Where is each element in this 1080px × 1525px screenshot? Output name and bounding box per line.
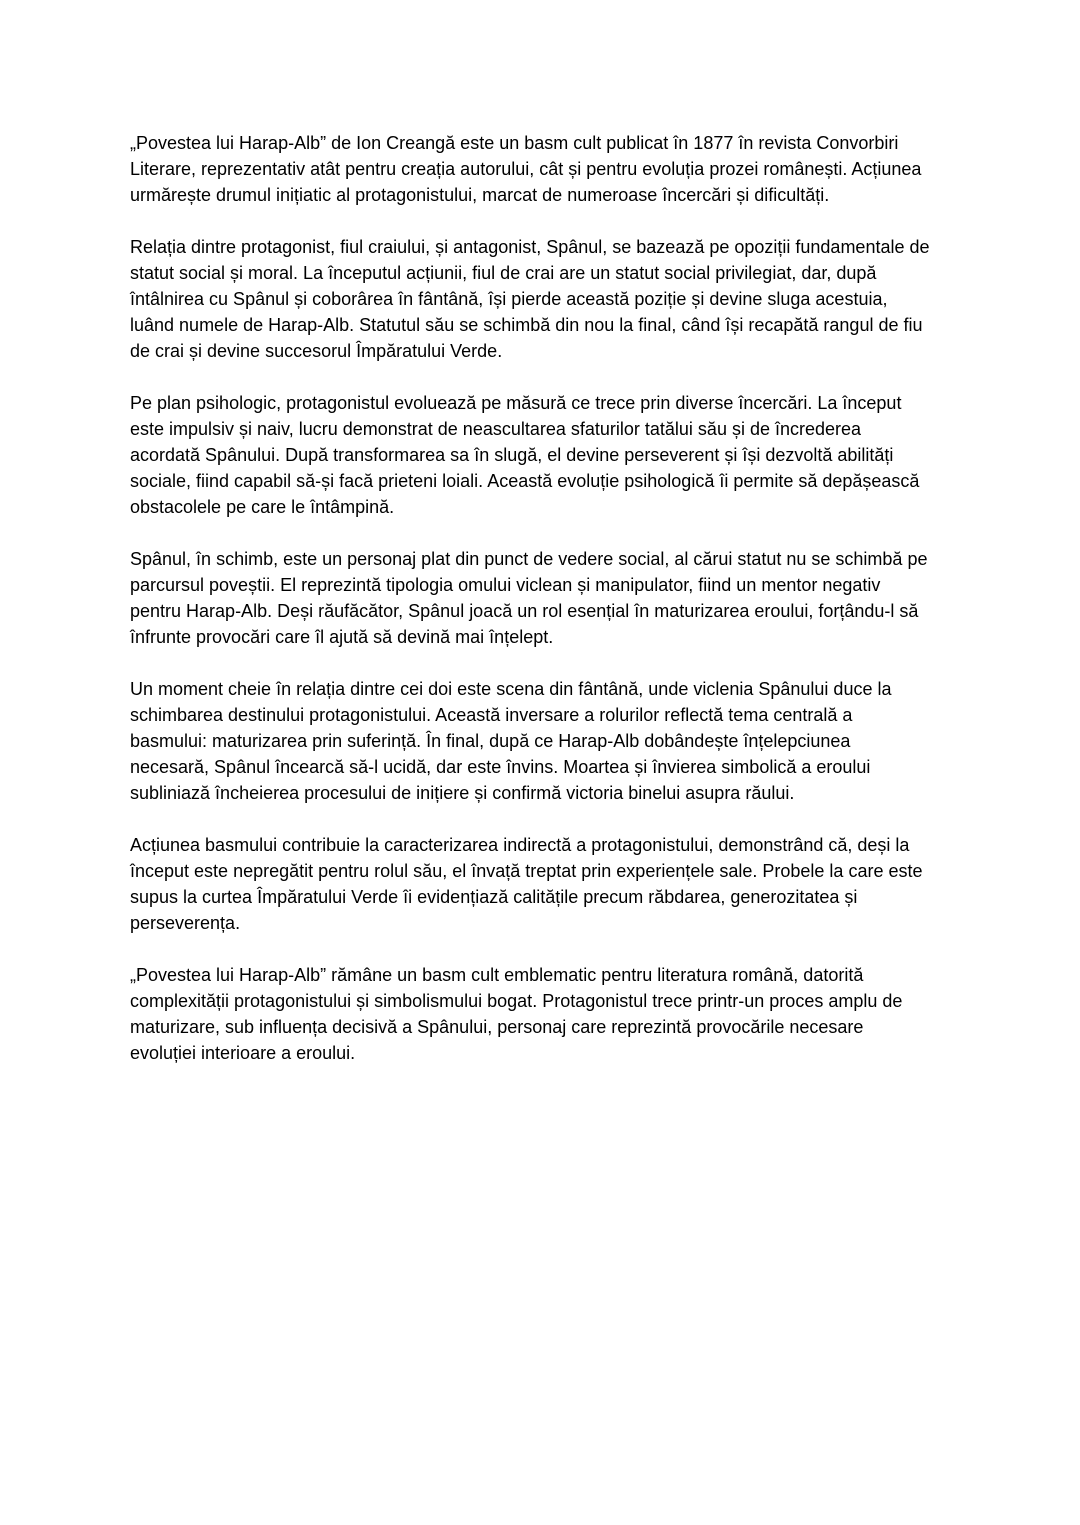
paragraph-intro: „Povestea lui Harap-Alb” de Ion Creangă este un basm cult publicat în 1877 în revista Convorbiri Literare, reprezentativ atât pentru creația autorului, cât și pentru evoluția prozei românești. Acțiunea urmărește drumul inițiatic al protagonistului, marcat de numeroase încercări și dificultăți.	[130, 133, 922, 205]
document-body	[130, 130, 932, 1066]
paragraph-indirect-characterization: Acțiunea basmului contribuie la caracterizarea indirectă a protagonistului, demonstrând că, deși la început este nepregătit pentru rolul său, el învață treptat prin experiențele sale. Probele la care este supus la curtea Împăratului Verde îi evidențiază calitățile precum răbdarea, generozitatea și perseverența.	[130, 835, 923, 933]
paragraph-spanul-character: Spânul, în schimb, este un personaj plat din punct de vedere social, al cărui statut nu se schimbă pe parcursul poveștii. El reprezintă tipologia omului viclean și manipulator, fiind un mentor negativ pentru Harap-Alb. Deși răufăcător, Spânul joacă un rol esențial în maturizarea eroului, forțându-l să înfrunte provocări care îl ajută să devină mai înțelept.	[130, 549, 928, 647]
paragraph-relation-protagonist-antagonist: Relația dintre protagonist, fiul craiului, și antagonist, Spânul, se bazează pe opoziții fundamentale de statut social și moral. La începutul acțiunii, fiul de crai are un statut social privilegiat, dar, după întâlnirea cu Spânul și coborârea în fântână, își pierde această poziție și devine sluga acestuia, luând numele de Harap-Alb. Statutul său se schimbă din nou la final, când își recapătă rangul de fiu de crai și devine succesorul Împăratului Verde.	[130, 237, 930, 361]
paragraph-conclusion: „Povestea lui Harap-Alb” rămâne un basm cult emblematic pentru literatura română, datorită complexității protagonistului și simbolismului bogat. Protagonistul trece printr-un proces amplu de maturizare, sub influența decisivă a Spânului, personaj care reprezintă provocările necesare evoluției interioare a eroului.	[130, 965, 903, 1063]
paragraph-key-moment: Un moment cheie în relația dintre cei doi este scena din fântână, unde viclenia Spânului duce la schimbarea destinului protagonistului. Această inversare a rolurilor reflectă tema centrală a basmului: maturizarea prin suferință. În final, după ce Harap-Alb dobândește înțelepciunea necesară, Spânul încearcă să-l ucidă, dar este învins. Moartea și învierea simbolică a eroului subliniază încheierea procesului de inițiere și confirmă victoria binelui asupra răului.	[130, 679, 892, 803]
paragraph-psychological-evolution: Pe plan psihologic, protagonistul evoluează pe măsură ce trece prin diverse încercări. La început este impulsiv și naiv, lucru demonstrat de neascultarea sfaturilor tatălui său și de încrederea acordată Spânului. După transformarea sa în slugă, el devine perseverent și își dezvoltă abilități sociale, fiind capabil să-și facă prieteni loiali. Această evoluție psihologică îi permite să depășească obstacolele pe care le întâmpină.	[130, 393, 920, 517]
